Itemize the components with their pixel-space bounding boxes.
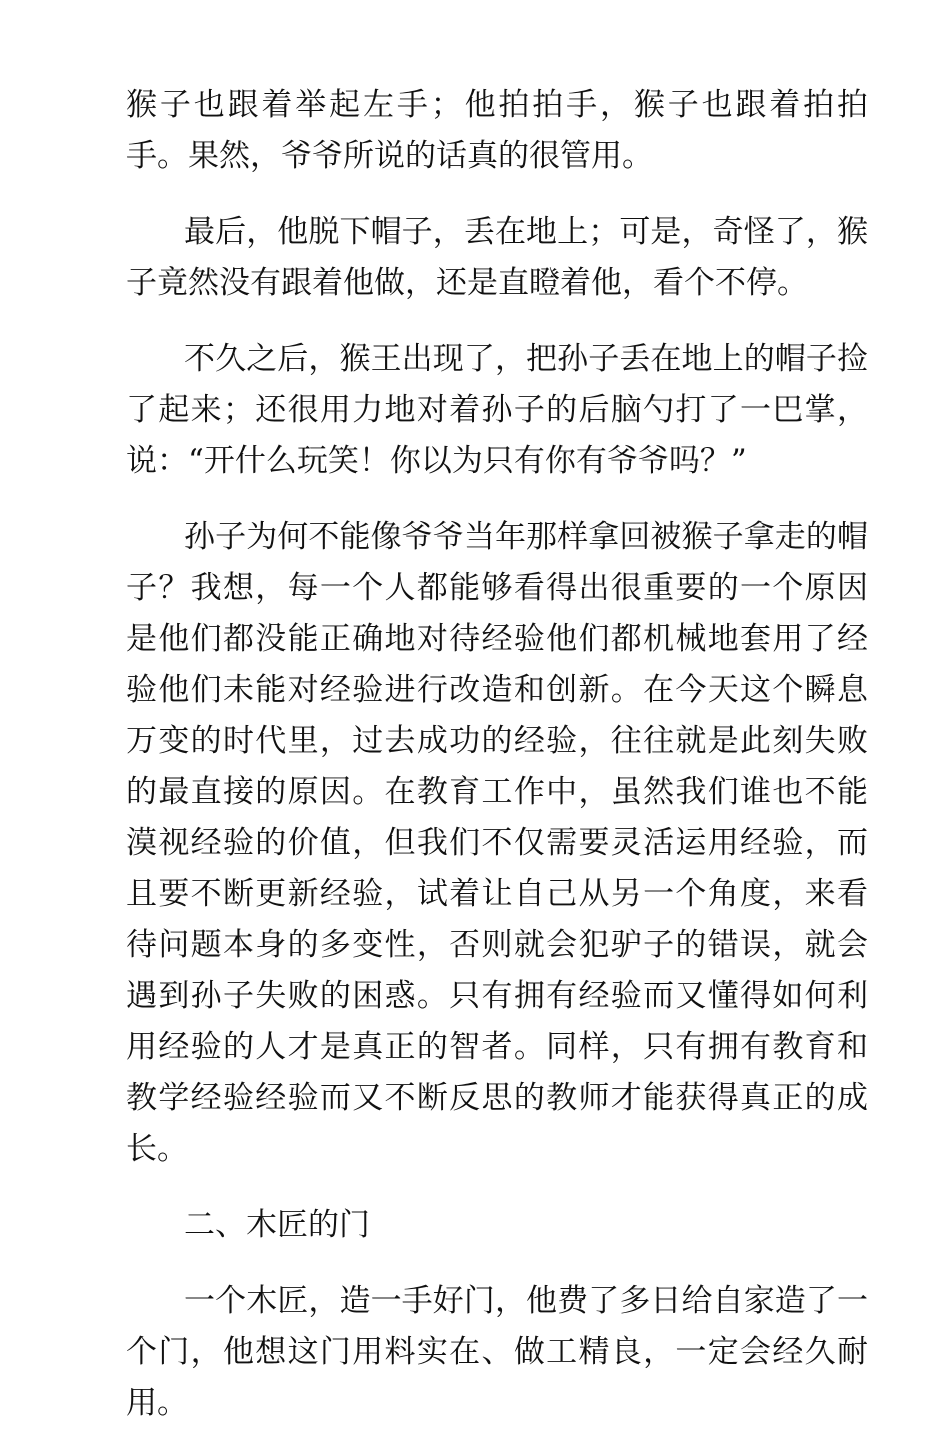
paragraph: 不久之后，猴王出现了，把孙子丢在地上的帽子捡了起来；还很用力地对着孙子的后脑勺打了一巴掌，说：“开什么玩笑！你以为只有你有爷爷吗？” [126, 341, 868, 479]
paragraph: 一个木匠，造一手好门，他费了多日给自家造了一个门，他想这门用料实在、做工精良，一定会经久耐用。 [126, 1283, 868, 1421]
paragraph: 孙子为何不能像爷爷当年那样拿回被猴子拿走的帽子？我想，每一个人都能够看得出很重要的一个原因是他们都没能正确地对待经验他们都机械地套用了经验他们未能对经验进行改造和创新。在今天这个瞬息万变的时代里，过去成功的经验，往往就是此刻失败的最直接的原因。在教育工作中，虽然我们谁也不能漠视经验的价值，但我们不仅需要灵活运用经验，而且要不断更新经验，试着让自己从另一个角度，来看待问题本身的多变性，否则就会犯驴子的错误，就会遇到孙子失败的困惑。只有拥有经验而又懂得如何利用经验的人才是真正的智者。同样，只有拥有教育和教学经验经验而又不断反思的教师才能获得真正的成长。 [126, 519, 868, 1167]
document-body [126, 80, 868, 1454]
paragraph-continuation: 猴子也跟着举起左手；他拍拍手，猴子也跟着拍拍手。果然，爷爷所说的话真的很管用。 [126, 87, 868, 174]
section-heading: 二、木匠的门 [184, 1207, 370, 1243]
paragraph: 最后，他脱下帽子，丢在地上；可是，奇怪了，猴子竟然没有跟着他做，还是直瞪着他，看个不停。 [126, 214, 868, 301]
